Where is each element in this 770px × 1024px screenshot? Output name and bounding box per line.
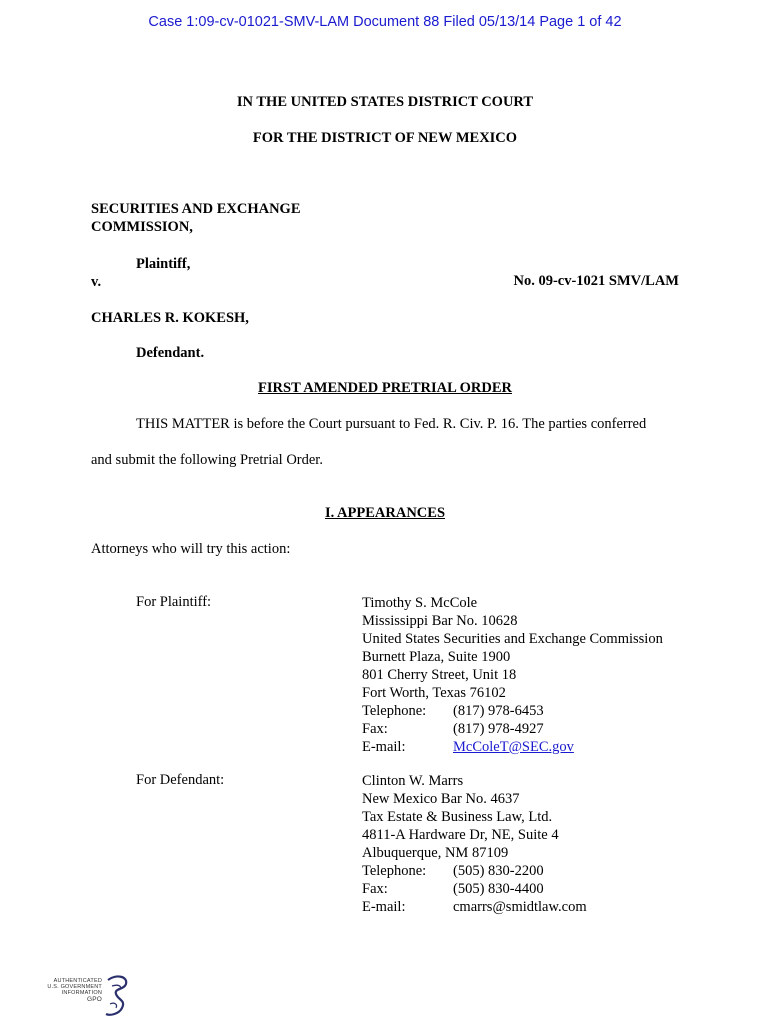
address-line: Timothy S. McCole (362, 595, 478, 611)
telephone-row (362, 702, 663, 720)
email-row (362, 898, 587, 916)
address-line: Mississippi Bar No. 10628 (362, 613, 518, 629)
defendant-counsel-block (362, 772, 587, 916)
for-defendant-label: For Defendant: (136, 772, 225, 788)
versus: v. (91, 274, 102, 290)
attorneys-intro: Attorneys who will try this action: (91, 541, 291, 557)
for-plaintiff-label: For Plaintiff: (136, 594, 212, 610)
address-line: Albuquerque, NM 87109 (362, 845, 509, 861)
email-row (362, 738, 663, 756)
telephone-label: Telephone: (362, 703, 427, 719)
plaintiff-name-line2: COMMISSION, (91, 219, 193, 235)
defendant-email: cmarrs@smidtlaw.com (453, 899, 587, 915)
telephone-row (362, 862, 587, 880)
fax-value: (505) 830-4400 (453, 881, 544, 897)
order-title: FIRST AMENDED PRETRIAL ORDER (258, 380, 512, 396)
address-line: 4811-A Hardware Dr, NE, Suite 4 (362, 827, 559, 843)
address-line: New Mexico Bar No. 4637 (362, 791, 520, 807)
seal-text-line: INFORMATION (61, 990, 102, 996)
seal-text-line: AUTHENTICATED (53, 978, 102, 984)
telephone-label: Telephone: (362, 863, 427, 879)
address-line: Clinton W. Marrs (362, 773, 464, 789)
defendant-name: CHARLES R. KOKESH, (91, 310, 249, 326)
telephone-value: (817) 978-6453 (453, 703, 544, 719)
gpo-authentication-seal (44, 970, 132, 1020)
address-line: Burnett Plaza, Suite 1900 (362, 649, 511, 665)
seal-text-line: GPO (86, 996, 102, 1003)
email-label: E-mail: (362, 899, 406, 915)
plaintiff-counsel-block (362, 594, 663, 756)
seal-text-line: U.S. GOVERNMENT (47, 984, 102, 990)
fax-row (362, 880, 587, 898)
plaintiff-role: Plaintiff, (136, 256, 191, 272)
plaintiff-email-link[interactable]: McColeT@SEC.gov (453, 739, 574, 755)
court-heading-line2: FOR THE DISTRICT OF NEW MEXICO (252, 130, 518, 146)
telephone-value: (505) 830-2200 (453, 863, 544, 879)
address-line: Fort Worth, Texas 76102 (362, 685, 506, 701)
case-number: No. 09-cv-1021 SMV/LAM (513, 273, 679, 289)
court-heading-line1: IN THE UNITED STATES DISTRICT COURT (236, 94, 534, 110)
order-paragraph-line1: THIS MATTER is before the Court pursuant to Fed. R. Civ. P. 16. The parties conferred (136, 416, 647, 432)
fax-label: Fax: (362, 881, 388, 897)
address-line: United States Securities and Exchange Commission (362, 631, 663, 647)
email-label: E-mail: (362, 739, 406, 755)
eagle-icon (102, 974, 130, 1018)
case-header-stamp: Case 1:09-cv-01021-SMV-LAM Document 88 Filed 05/13/14 Page 1 of 42 (148, 14, 622, 30)
order-paragraph-line2: and submit the following Pretrial Order. (91, 452, 323, 468)
section-heading-appearances: I. APPEARANCES (324, 505, 446, 521)
fax-row (362, 720, 663, 738)
address-line: Tax Estate & Business Law, Ltd. (362, 809, 553, 825)
defendant-role: Defendant. (136, 345, 205, 361)
address-line: 801 Cherry Street, Unit 18 (362, 667, 517, 683)
fax-label: Fax: (362, 721, 388, 737)
plaintiff-name-line1: SECURITIES AND EXCHANGE (91, 201, 301, 217)
fax-value: (817) 978-4927 (453, 721, 544, 737)
